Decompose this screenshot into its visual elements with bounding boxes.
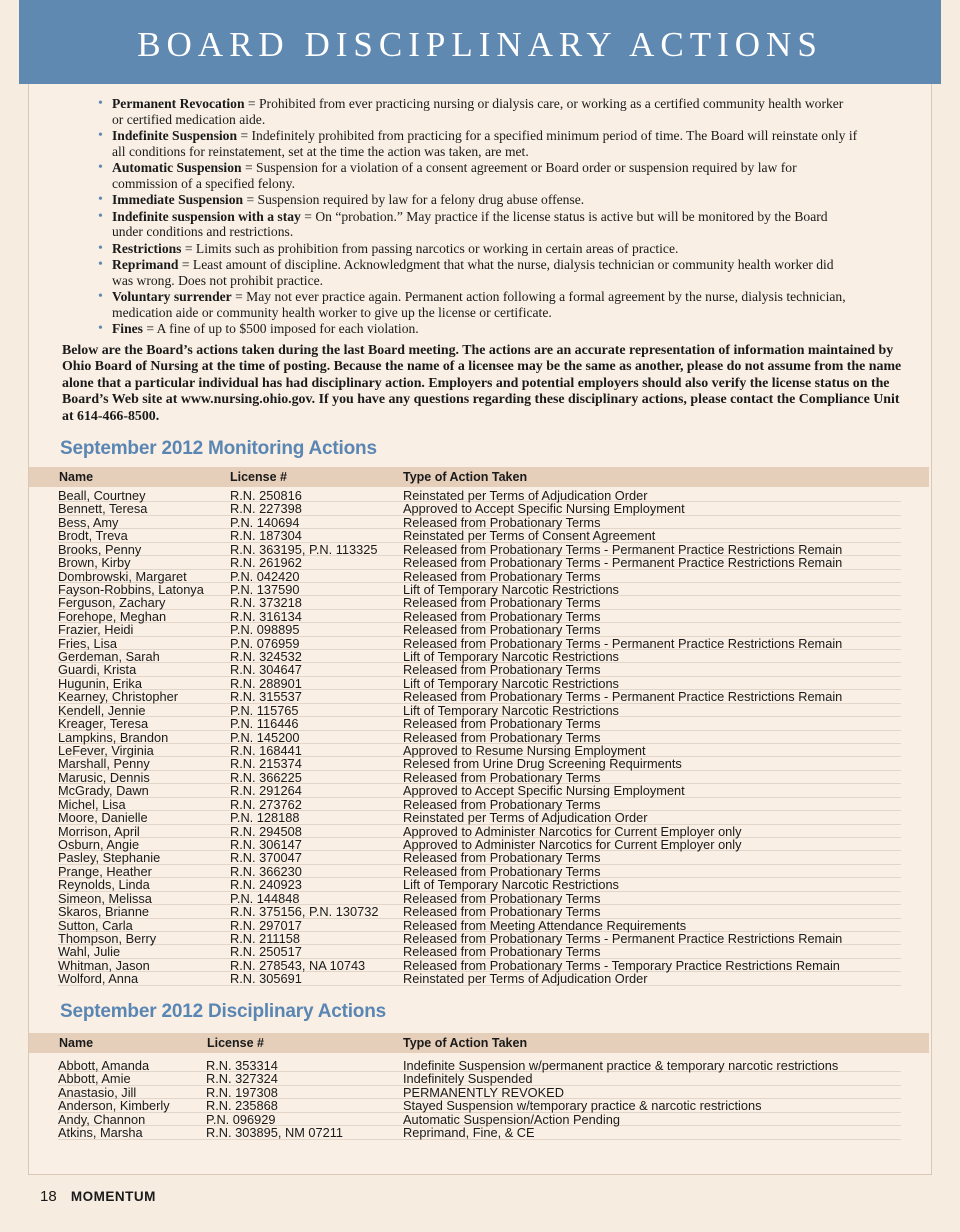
cell-name: Kearney, Christopher	[58, 689, 178, 705]
cell-name: Guardi, Krista	[58, 662, 137, 678]
cell-action: Released from Probationary Terms	[403, 716, 601, 732]
definition-item	[98, 209, 858, 240]
cell-license: P.N. 076959	[230, 635, 300, 651]
definition-item	[98, 321, 858, 337]
cell-action: Released from Probationary Terms - Permanent Practice Restrictions Remain	[403, 930, 843, 946]
disciplinary-table-header	[29, 1033, 929, 1053]
cell-name: Kreager, Teresa	[58, 716, 149, 732]
table-row	[58, 610, 901, 623]
cell-name: Morrison, April	[58, 823, 140, 839]
cell-name: Marusic, Dennis	[58, 769, 150, 785]
cell-action: Approved to Administer Narcotics for Current Employer only	[403, 823, 742, 839]
definition-item	[98, 160, 858, 191]
cell-action: Released from Probationary Terms	[403, 608, 601, 624]
cell-action: Indefinitely Suspended	[403, 1071, 533, 1087]
cell-action: Lift of Temporary Narcotic Restrictions	[403, 675, 619, 691]
header-license: License #	[207, 1036, 264, 1050]
cell-license: P.N. 137590	[230, 581, 300, 597]
cell-license: P.N. 042420	[230, 568, 300, 584]
definition-text: = May not ever practice again. Permanent action following a formal agreement by the nurse, dialysis technician, medication aide or community health worker to give up the license or certificate.	[112, 289, 846, 320]
header-action: Type of Action Taken	[403, 1036, 528, 1050]
cell-action: Reprimand, Fine, & CE	[403, 1125, 535, 1141]
table-row	[58, 704, 901, 717]
header-license: License #	[230, 470, 287, 484]
banner-title: BOARD DISCIPLINARY ACTIONS	[137, 25, 823, 64]
header-name: Name	[59, 470, 94, 484]
table-row	[58, 663, 901, 676]
cell-license: R.N. 294508	[230, 823, 302, 839]
cell-license: R.N. 363195, P.N. 113325	[230, 541, 378, 557]
cell-action: PERMANENTLY REVOKED	[403, 1084, 564, 1100]
cell-license: P.N. 128188	[230, 810, 300, 826]
cell-license: R.N. 273762	[230, 796, 302, 812]
table-row	[58, 932, 901, 945]
cell-action: Released from Probationary Terms	[403, 514, 601, 530]
cell-action: Released from Probationary Terms - Temporary Practice Restrictions Remain	[403, 957, 840, 973]
definition-item	[98, 241, 858, 257]
table-row	[58, 838, 901, 851]
cell-action: Lift of Temporary Narcotic Restrictions	[403, 877, 619, 893]
cell-action: Released from Probationary Terms	[403, 769, 601, 785]
definition-text: = Least amount of discipline. Acknowledgment that what the nurse, dialysis technician or community health worker did was wrong. Does not prohibit practice.	[112, 257, 834, 288]
definition-term: Restrictions	[112, 240, 182, 256]
cell-action: Reinstated per Terms of Adjudication Order	[403, 971, 648, 987]
cell-name: Reynolds, Linda	[58, 877, 150, 893]
cell-action: Stayed Suspension w/temporary practice & narcotic restrictions	[403, 1098, 762, 1114]
cell-action: Released from Probationary Terms	[403, 890, 601, 906]
disciplinary-title: September 2012 Disciplinary Actions	[60, 1001, 386, 1022]
cell-license: R.N. 211158	[230, 930, 300, 946]
cell-license: P.N. 096929	[206, 1111, 276, 1127]
cell-action: Approved to Resume Nursing Employment	[403, 743, 646, 759]
cell-name: Osburn, Angie	[58, 836, 140, 852]
monitoring-title: September 2012 Monitoring Actions	[60, 438, 377, 459]
definition-item	[98, 128, 858, 159]
cell-name: Atkins, Marsha	[58, 1125, 143, 1141]
cell-license: R.N. 278543, NA 10743	[230, 957, 366, 973]
cell-name: Brown, Kirby	[58, 555, 131, 571]
table-row	[58, 1099, 901, 1112]
cell-name: Fayson-Robbins, Latonya	[58, 581, 204, 597]
cell-action: Released from Probationary Terms - Permanent Practice Restrictions Remain	[403, 689, 843, 705]
cell-name: Anderson, Kimberly	[58, 1098, 170, 1114]
banner	[19, 0, 941, 84]
table-row	[58, 959, 901, 972]
table-row	[58, 744, 901, 757]
cell-name: Skaros, Brianne	[58, 904, 150, 920]
definition-term: Voluntary surrender	[112, 289, 232, 304]
table-row	[58, 825, 901, 838]
header-name: Name	[59, 1036, 94, 1050]
cell-license: R.N. 373218	[230, 595, 302, 611]
table-row	[58, 757, 901, 770]
cell-name: Thompson, Berry	[58, 930, 157, 946]
cell-name: Marshall, Penny	[58, 756, 150, 772]
definition-term: Indefinite suspension with a stay	[112, 208, 301, 224]
cell-license: R.N. 306147	[230, 836, 302, 852]
cell-license: R.N. 291264	[230, 783, 302, 799]
table-row	[58, 798, 901, 811]
cell-name: Frazier, Heidi	[58, 622, 134, 638]
table-row	[58, 905, 901, 918]
cell-license: R.N. 303895, NM 07211	[206, 1125, 344, 1141]
page-number: 18	[40, 1188, 57, 1205]
cell-action: Released from Probationary Terms	[403, 796, 601, 812]
cell-license: R.N. 168441	[230, 743, 302, 759]
cell-name: Beall, Courtney	[58, 488, 146, 503]
cell-license: P.N. 140694	[230, 514, 300, 530]
table-row	[58, 502, 901, 515]
cell-license: R.N. 375156, P.N. 130732	[230, 904, 379, 920]
table-row	[58, 570, 901, 583]
cell-license: R.N. 316134	[230, 608, 302, 624]
cell-action: Lift of Temporary Narcotic Restrictions	[403, 649, 619, 665]
definition-item	[98, 257, 858, 288]
cell-license: R.N. 215374	[230, 756, 302, 772]
table-row	[58, 878, 901, 891]
cell-action: Released from Meeting Attendance Requirements	[403, 917, 687, 933]
cell-license: R.N. 250517	[230, 944, 302, 960]
cell-action: Released from Probationary Terms	[403, 944, 601, 960]
cell-name: Hugunin, Erika	[58, 675, 142, 691]
cell-license: R.N. 227398	[230, 501, 302, 517]
cell-license: P.N. 098895	[230, 622, 300, 638]
cell-action: Released from Probationary Terms - Permanent Practice Restrictions Remain	[403, 541, 843, 557]
table-row	[58, 972, 901, 985]
cell-name: Moore, Danielle	[58, 810, 148, 826]
cell-name: Gerdeman, Sarah	[58, 649, 160, 665]
table-row	[58, 811, 901, 824]
table-row	[58, 596, 901, 609]
definition-text: = A fine of up to $500 imposed for each violation.	[142, 321, 419, 336]
cell-name: Brooks, Penny	[58, 541, 142, 557]
page-footer	[40, 1188, 156, 1205]
cell-name: Abbott, Amie	[58, 1071, 131, 1087]
definition-text: = On “probation.” May practice if the license status is active but will be monitored by the Board under conditions and restrictions.	[112, 208, 828, 239]
cell-license: R.N. 324532	[230, 649, 302, 665]
cell-name: Brodt, Treva	[58, 528, 128, 544]
cell-license: R.N. 315537	[230, 689, 302, 705]
cell-name: Dombrowski, Margaret	[58, 568, 187, 584]
cell-name: Pasley, Stephanie	[58, 850, 161, 866]
cell-action: Released from Probationary Terms	[403, 662, 601, 678]
cell-action: Released from Probationary Terms	[403, 850, 601, 866]
cell-action: Relesed from Urine Drug Screening Requirments	[403, 756, 682, 772]
table-row	[58, 583, 901, 596]
definitions-list	[98, 96, 858, 338]
cell-action: Lift of Temporary Narcotic Restrictions	[403, 581, 619, 597]
table-row	[58, 731, 901, 744]
table-row	[58, 945, 901, 958]
cell-name: Wolford, Anna	[58, 971, 139, 987]
cell-action: Reinstated per Terms of Adjudication Order	[403, 810, 648, 826]
cell-name: Simeon, Melissa	[58, 890, 152, 906]
table-row	[58, 892, 901, 905]
table-row	[58, 771, 901, 784]
header-action: Type of Action Taken	[403, 470, 528, 484]
intro-paragraph: Below are the Board’s actions taken during the last Board meeting. The actions are an accurate representation of information maintained by Ohio Board of Nursing at the time of posting. Because the name of a licensee may be the same as another, please do not assume from the name alone that a particular individual has had disciplinary action. Employers and potential employers should also verify the license status on the Board’s Web site at www.nursing.ohio.gov. If you have any questions regarding these disciplinary actions, please contact the Compliance Unit at 614-466-8500.	[62, 343, 902, 424]
table-row	[58, 623, 901, 636]
cell-name: Fries, Lisa	[58, 635, 118, 651]
cell-name: Bennett, Teresa	[58, 501, 148, 517]
table-row	[58, 650, 901, 663]
cell-license: R.N. 235868	[206, 1098, 278, 1114]
cell-license: P.N. 115765	[230, 702, 299, 718]
table-row	[58, 529, 901, 542]
cell-license: R.N. 187304	[230, 528, 302, 544]
cell-license: R.N. 297017	[230, 917, 302, 933]
cell-license: R.N. 305691	[230, 971, 302, 987]
cell-name: Ferguson, Zachary	[58, 595, 166, 611]
cell-license: R.N. 370047	[230, 850, 302, 866]
cell-name: Anastasio, Jill	[58, 1084, 137, 1100]
cell-name: Lampkins, Brandon	[58, 729, 169, 745]
definition-item	[98, 192, 858, 208]
definition-term: Permanent Revocation	[112, 96, 245, 111]
cell-license: R.N. 288901	[230, 675, 302, 691]
table-row	[58, 717, 901, 730]
table-row	[58, 637, 901, 650]
table-row	[58, 1126, 901, 1139]
table-row	[58, 690, 901, 703]
cell-action: Indefinite Suspension w/permanent practice & temporary narcotic restrictions	[403, 1058, 839, 1073]
cell-action: Released from Probationary Terms	[403, 904, 601, 920]
table-row	[58, 1113, 901, 1126]
cell-license: R.N. 240923	[230, 877, 302, 893]
cell-license: R.N. 261962	[230, 555, 302, 571]
cell-name: Forehope, Meghan	[58, 608, 167, 624]
cell-action: Released from Probationary Terms	[403, 622, 601, 638]
cell-name: Sutton, Carla	[58, 917, 133, 933]
definition-term: Indefinite Suspension	[112, 128, 238, 143]
cell-license: P.N. 116446	[230, 716, 299, 732]
definition-term: Fines	[112, 321, 143, 336]
cell-name: Kendell, Jennie	[58, 702, 146, 718]
definition-text: = Indefinitely prohibited from practicing for a specified minimum period of time. The Board will reinstate only if all conditions for reinstatement, set at the time the action was taken, are met.	[112, 128, 858, 159]
cell-name: Andy, Channon	[58, 1111, 146, 1127]
cell-license: P.N. 145200	[230, 729, 300, 745]
cell-action: Lift of Temporary Narcotic Restrictions	[403, 702, 619, 718]
cell-name: Whitman, Jason	[58, 957, 150, 973]
cell-action: Approved to Accept Specific Nursing Employment	[403, 783, 685, 799]
cell-action: Released from Probationary Terms	[403, 595, 601, 611]
table-row	[58, 516, 901, 529]
monitoring-table	[58, 489, 901, 986]
monitoring-table-header	[29, 467, 929, 487]
cell-action: Released from Probationary Terms - Permanent Practice Restrictions Remain	[403, 635, 843, 651]
cell-license: P.N. 144848	[230, 890, 300, 906]
cell-license: R.N. 366225	[230, 769, 302, 785]
table-row	[58, 919, 901, 932]
cell-name: LeFever, Virginia	[58, 743, 154, 759]
cell-name: McGrady, Dawn	[58, 783, 149, 799]
cell-name: Abbott, Amanda	[58, 1058, 150, 1073]
table-row	[58, 865, 901, 878]
magazine-name: MOMENTUM	[70, 1189, 156, 1204]
definition-term: Immediate Suspension	[112, 192, 244, 207]
cell-license: R.N. 250816	[230, 488, 302, 503]
definition-text: = Suspension for a violation of a consent agreement or Board order or suspension required by law for commission of a specified felony.	[112, 160, 797, 191]
definition-text: = Prohibited from ever practicing nursing or dialysis care, or working as a certified community health worker or certified medication aide.	[112, 96, 844, 127]
cell-license: R.N. 353314	[206, 1058, 278, 1073]
definition-term: Reprimand	[112, 257, 179, 272]
definition-item	[98, 289, 858, 320]
table-row	[58, 556, 901, 569]
table-row	[58, 784, 901, 797]
cell-name: Wahl, Julie	[58, 944, 121, 960]
cell-action: Reinstated per Terms of Adjudication Order	[403, 488, 648, 503]
cell-license: R.N. 197308	[206, 1084, 278, 1100]
table-row	[58, 1072, 901, 1085]
table-row	[58, 677, 901, 690]
definition-item	[98, 96, 858, 127]
definition-term: Automatic Suspension	[112, 160, 242, 175]
cell-action: Automatic Suspension/Action Pending	[403, 1111, 620, 1127]
cell-action: Released from Probationary Terms - Permanent Practice Restrictions Remain	[403, 555, 843, 571]
table-row	[58, 851, 901, 864]
definition-text: = Limits such as prohibition from passing narcotics or working in certain areas of practice.	[181, 240, 679, 256]
cell-license: R.N. 366230	[230, 863, 302, 879]
cell-license: R.N. 304647	[230, 662, 302, 678]
cell-action: Released from Probationary Terms	[403, 729, 601, 745]
cell-name: Prange, Heather	[58, 863, 152, 879]
table-row	[58, 1086, 901, 1099]
disciplinary-table	[58, 1059, 901, 1140]
cell-license: R.N. 327324	[206, 1071, 278, 1087]
cell-action: Approved to Administer Narcotics for Current Employer only	[403, 836, 742, 852]
cell-action: Approved to Accept Specific Nursing Employment	[403, 501, 685, 517]
table-row	[58, 543, 901, 556]
cell-name: Bess, Amy	[58, 514, 119, 530]
cell-name: Michel, Lisa	[58, 796, 126, 812]
table-row	[58, 489, 901, 502]
definition-text: = Suspension required by law for a felony drug abuse offense.	[243, 192, 585, 207]
cell-action: Released from Probationary Terms	[403, 568, 601, 584]
cell-action: Released from Probationary Terms	[403, 863, 601, 879]
cell-action: Reinstated per Terms of Consent Agreement	[403, 528, 656, 544]
table-row	[58, 1059, 901, 1072]
